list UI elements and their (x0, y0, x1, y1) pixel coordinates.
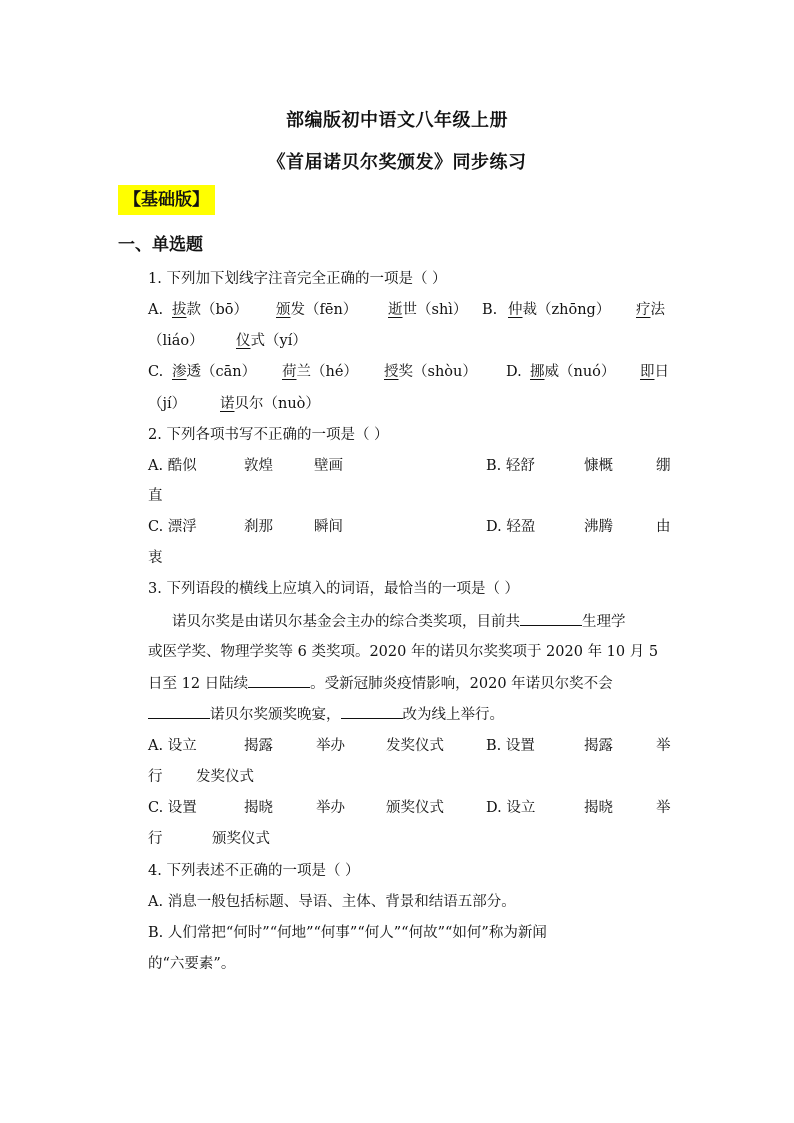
q2-d3: 由 (656, 519, 671, 535)
q2-stem: 2. 下列各项书写不正确的一项是（ ） (148, 427, 389, 443)
q3-c4: 颁奖仪式 (386, 800, 444, 816)
q1-a1: 拔款（bō） (172, 302, 249, 318)
q3-b2: 揭露 (584, 738, 613, 754)
q1-c3: 授奖（shòu） (384, 364, 477, 380)
q2-c2: 刹那 (244, 519, 273, 535)
level-badge: 【基础版】 (118, 185, 215, 215)
q3-b1: B. 设置 (486, 738, 535, 754)
q3-d-wrap-2: 颁奖仪式 (212, 831, 270, 847)
q2-b3-wrap: 直 (148, 488, 163, 504)
q3-d1: D. 设立 (486, 800, 536, 816)
q3-c2: 揭晓 (244, 800, 273, 816)
q2-b3: 绷 (656, 458, 671, 474)
q1-b2-pinyin: （liáo） (148, 333, 204, 349)
q3-a1: A. 设立 (148, 738, 197, 754)
fill-blank (148, 704, 210, 719)
q2-d1: D. 轻盈 (486, 519, 536, 535)
q1-d2-pinyin: （jí） (148, 396, 187, 412)
q3-b-wrap-2: 发奖仪式 (196, 769, 254, 785)
section-heading: 一、单选题 (118, 235, 203, 255)
q2-c3: 瞬间 (314, 519, 343, 535)
q1-b3: 仪式（yí） (236, 333, 307, 349)
document-subtitle: 《首届诺贝尔奖颁发》同步练习 (267, 152, 527, 173)
q2-a3: 壁画 (314, 458, 343, 474)
q1-option-c-label: C. (148, 364, 164, 380)
fill-blank (520, 611, 582, 626)
q2-d3-wrap: 衷 (148, 550, 163, 566)
q1-d2: 即日 (640, 364, 669, 380)
q1-d1: 挪威（nuó） (530, 364, 616, 380)
q1-b1: 仲裁（zhōng） (508, 302, 611, 318)
fill-blank (248, 673, 310, 688)
q3-a4: 发奖仪式 (386, 738, 444, 754)
q1-c1: 渗透（cān） (172, 364, 257, 380)
q2-d2: 沸腾 (584, 519, 613, 535)
q3-b3: 举 (656, 738, 671, 754)
q2-a2: 敦煌 (244, 458, 273, 474)
q3-d3: 举 (656, 800, 671, 816)
q1-option-b-label: B. (482, 302, 498, 318)
fill-blank (341, 704, 403, 719)
q2-b2: 慷概 (584, 458, 613, 474)
q2-c1: C. 漂浮 (148, 519, 197, 535)
q4-option-b-line-2: 的“六要素”。 (148, 956, 236, 972)
q2-b1: B. 轻舒 (486, 458, 535, 474)
q1-option-a-label: A. (148, 302, 164, 318)
q2-a1: A. 酷似 (148, 458, 197, 474)
q3-passage-line-4: 诺贝尔奖颁奖晚宴， 改为线上举行。 (148, 704, 678, 725)
q3-c1: C. 设置 (148, 800, 197, 816)
q4-option-b-line-1: B. 人们常把“何时”“何地”“何事”“何人”“何故”“如何”称为新闻 (148, 925, 547, 941)
q3-passage-line-3: 日至 12 日陆续 。受新冠肺炎疫情影响，2020 年诺贝尔奖不会 (148, 673, 678, 694)
q3-a2: 揭露 (244, 738, 273, 754)
q3-d2: 揭晓 (584, 800, 613, 816)
document-title: 部编版初中语文八年级上册 (286, 110, 508, 131)
q1-a2: 颁发（fēn） (276, 302, 358, 318)
q3-c3: 举办 (316, 800, 345, 816)
q4-stem: 4. 下列表述不正确的一项是（ ） (148, 863, 360, 879)
q3-passage-line-2: 或医学奖、物理学奖等 6 类奖项。2020 年的诺贝尔奖奖项于 2020 年 10 月 5 (148, 644, 659, 660)
q1-b2: 疗法 (636, 302, 665, 318)
q1-a3: 逝世（shì） (388, 302, 468, 318)
q3-d-wrap-1: 行 (148, 831, 163, 847)
q3-a3: 举办 (316, 738, 345, 754)
q4-option-a: A. 消息一般包括标题、导语、主体、背景和结语五部分。 (148, 894, 516, 910)
q1-c2: 荷兰（hé） (282, 364, 358, 380)
q3-stem: 3. 下列语段的横线上应填入的词语，最恰当的一项是（ ） (148, 581, 520, 597)
q1-stem: 1. 下列加下划线字注音完全正确的一项是（ ） (148, 271, 447, 287)
q3-b-wrap-1: 行 (148, 769, 163, 785)
q1-option-d-label: D. (506, 364, 522, 380)
q1-d3: 诺贝尔（nuò） (220, 396, 320, 412)
q3-passage-line-1: 诺贝尔奖是由诺贝尔基金会主办的综合类奖项，目前共 生理学 (172, 611, 678, 632)
